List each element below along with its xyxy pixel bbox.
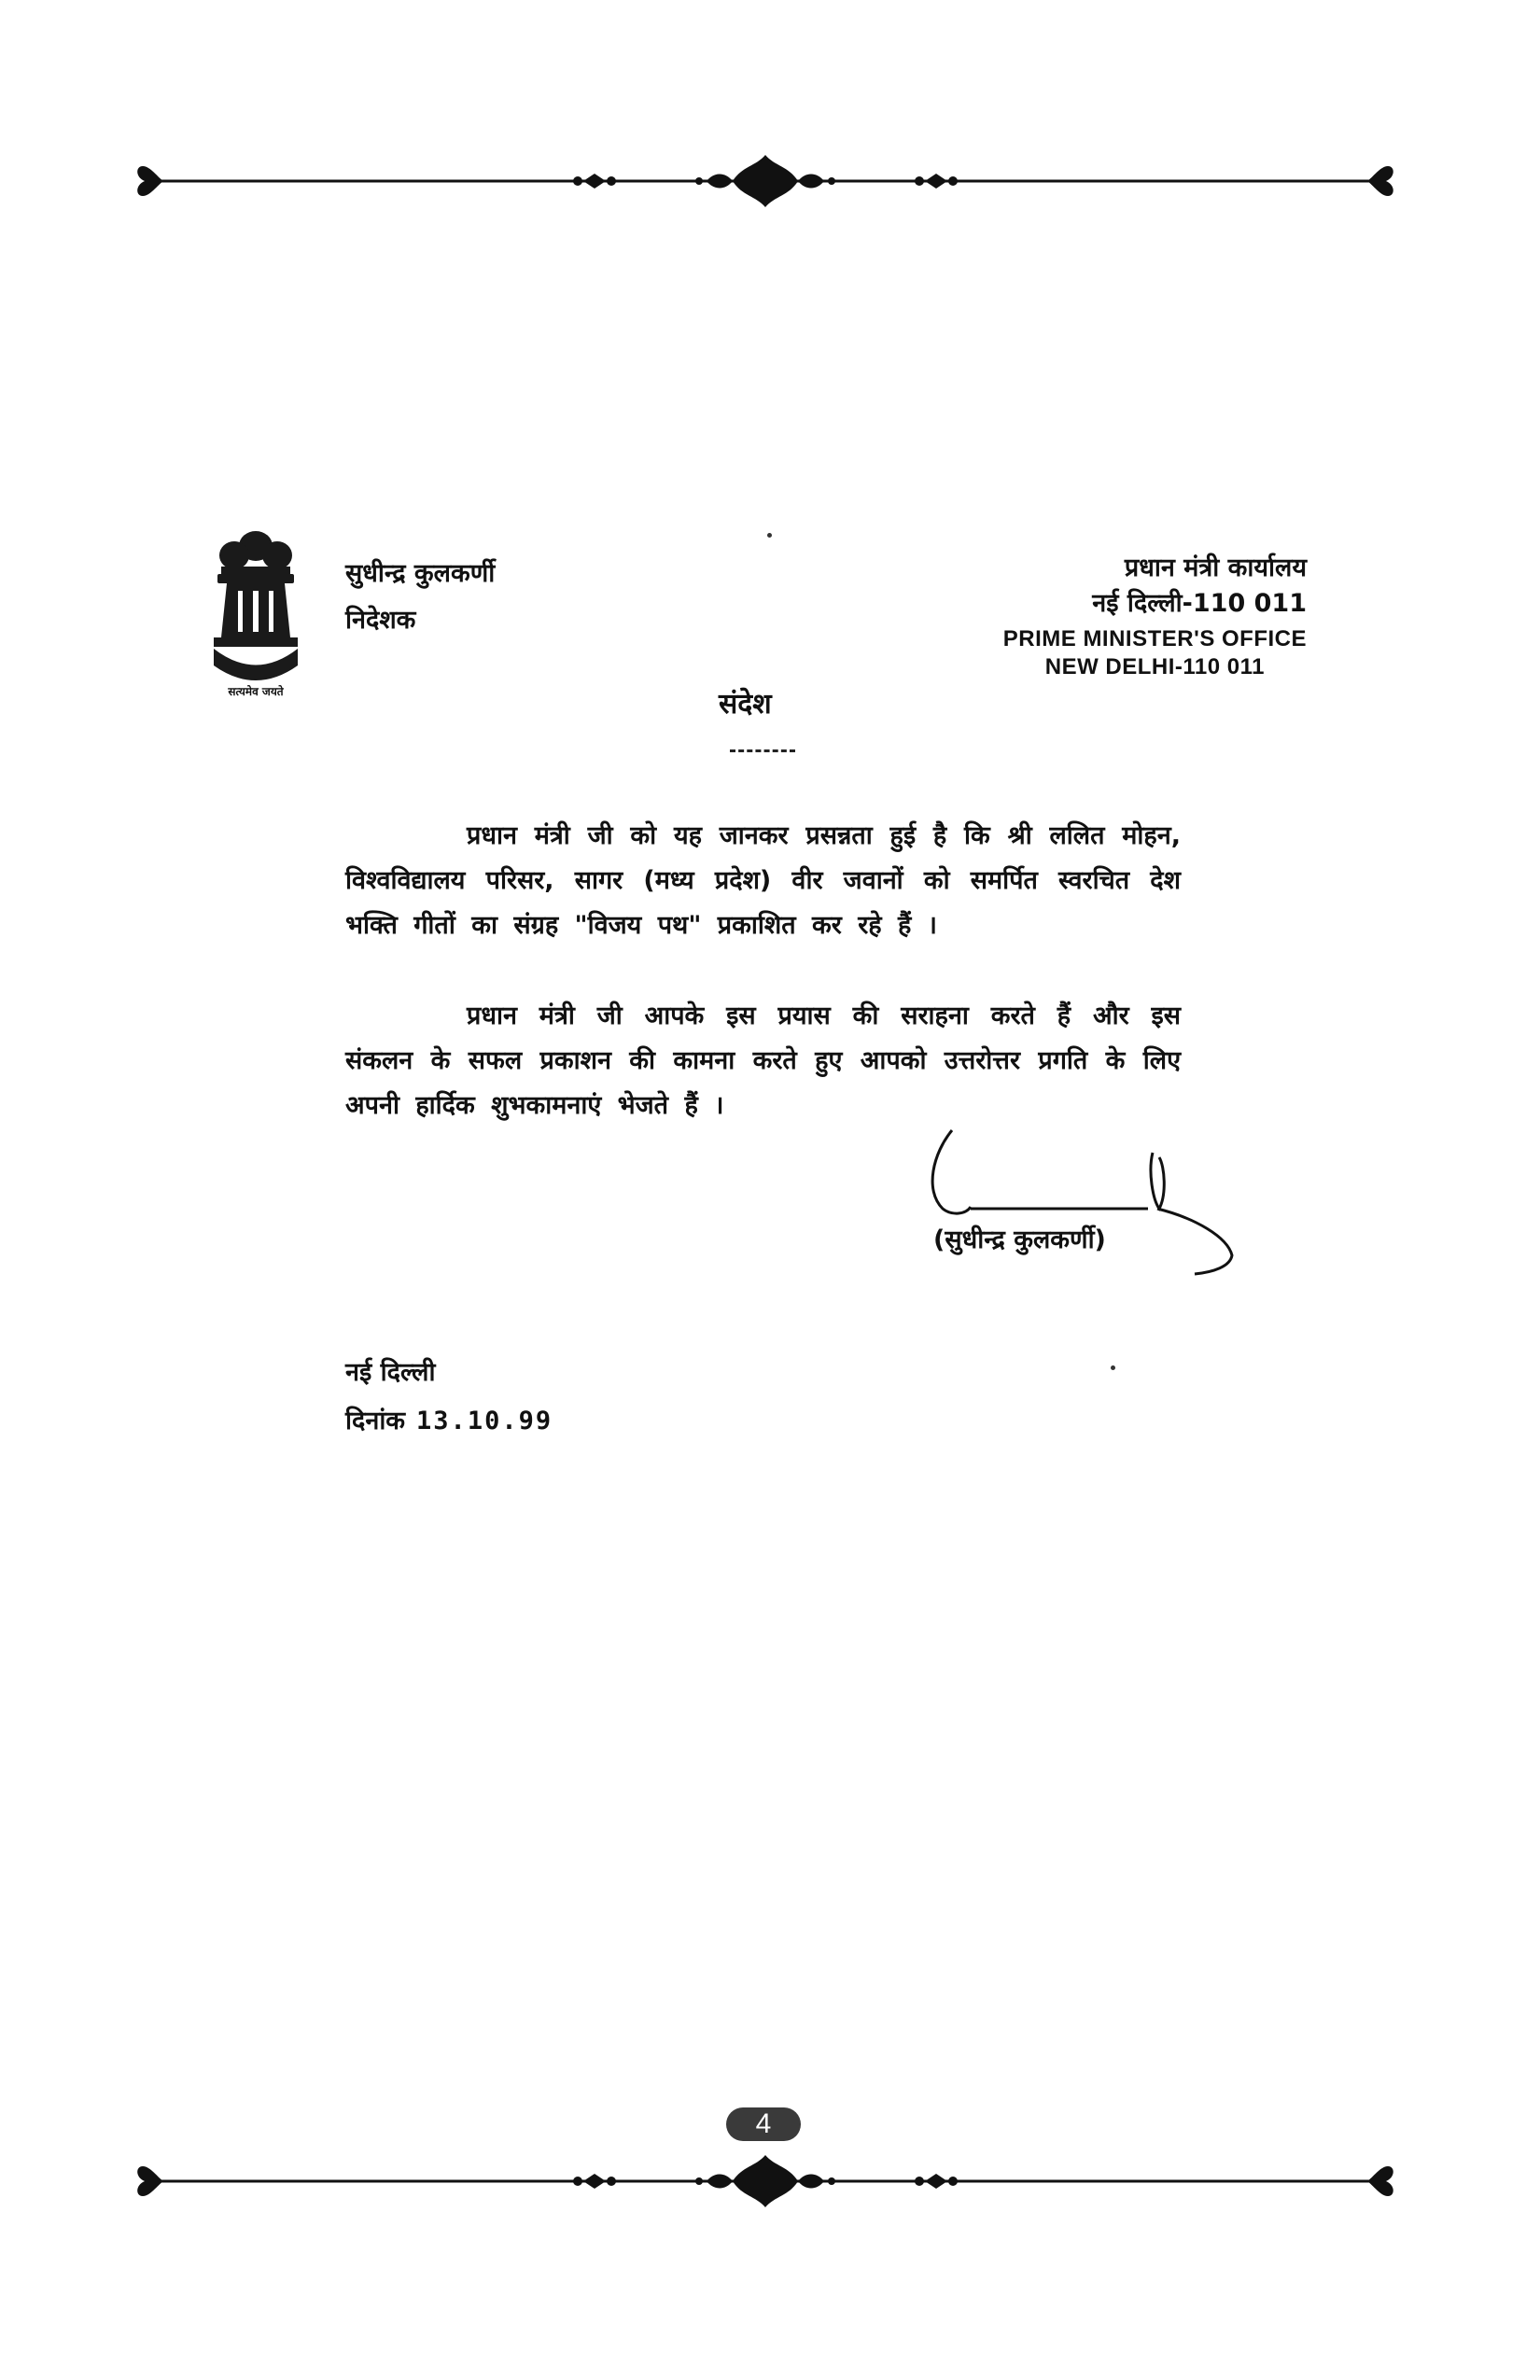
sender-designation: निदेशक — [345, 606, 416, 635]
scan-speck — [1111, 1365, 1115, 1370]
message-paragraph-1: प्रधान मंत्री जी को यह जानकर प्रसन्नता हुई है कि श्री ललित मोहन, विश्वविद्यालय परिसर, सागर (मध्य प्रदेश) वीर जवानों को समर्पित स्वरचित देश भक्ति गीतों का संग्रह "विजय पथ" प्रकाशित कर रहे हैं । — [345, 821, 1181, 940]
place: नई दिल्ली — [345, 1358, 436, 1387]
sender-block — [345, 551, 495, 644]
letter-subject: संदेश — [719, 688, 772, 721]
national-emblem-icon — [201, 518, 311, 700]
date-label: दिनांक — [345, 1407, 406, 1435]
place-date-block — [345, 1349, 553, 1446]
date-value: 13.10.99 — [416, 1407, 553, 1435]
sender-name: सुधीन्द्र कुलकर्णी — [345, 559, 496, 588]
handwritten-signature — [915, 1115, 1241, 1283]
office-city-english: NEW DELHI-110 011 — [1044, 654, 1266, 679]
scan-speck — [767, 533, 772, 538]
signatory-name: (सुधीन्द्र कुलकर्णी) — [933, 1225, 1106, 1254]
bottom-ornamental-divider — [135, 2151, 1395, 2211]
office-name-english: PRIME MINISTER'S OFFICE — [1002, 626, 1307, 651]
page-number-badge: 4 — [726, 2107, 801, 2141]
office-name-hindi: प्रधान मंत्री कार्यालय — [1124, 553, 1307, 582]
svg-text:सत्यमेव जयते: सत्यमेव जयते — [228, 685, 284, 698]
office-letterhead — [1003, 551, 1307, 681]
message-paragraph-2: प्रधान मंत्री जी आपके इस प्रयास की सराहना करते हैं और इस संकलन के सफल प्रकाशन की कामना करते हुए आपको उत्तरोत्तर प्रगति के लिए अपनी हार्दिक शुभकामनाएं भेजते हैं । — [345, 1001, 1181, 1120]
office-city-hindi: नई दिल्ली-110 011 — [1092, 589, 1307, 618]
subject-underline — [730, 749, 795, 752]
